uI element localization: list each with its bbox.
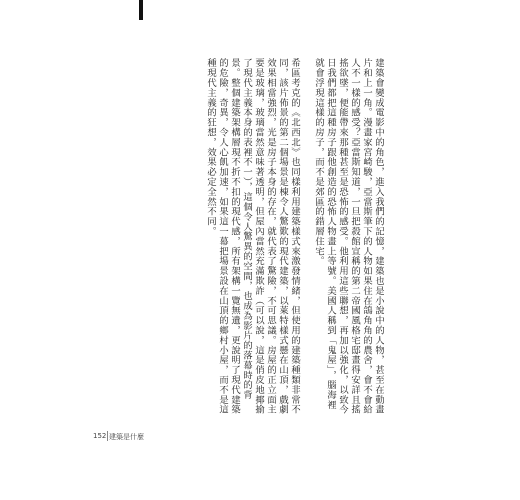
running-title: 建築是什麼 [109, 433, 144, 441]
paragraph-1: 建築會變成電影中的角色，進入我們的記憶，建築也是小說中的人物，甚至在動畫片和上一角。漫畫家宮崎駿，亞當斯筆下的人物如果住在鴿角角的農舍，會不會給人不一樣的感受？亞當斯知道，一旦把殺館宣稱的第二帝國風格宅邸畫得安詳且搖搖欲墜，便能帶來那種甚至是恐怖的感受。他利用這些聯想，再加以強化，以致今日我們都把這種房子跟他創造的恐怖人物畫上等號。美國人稱到「鬼屋」，腦海裡就會浮現這樣的房子，而不是郊區的錯層住宅。 [313, 58, 384, 415]
page-number: 152 [93, 432, 107, 440]
vertical-text-block [169, 58, 384, 416]
footer-divider [107, 431, 108, 441]
paragraph-2: 希區考克的《北西北》也同樣利用建築樣式來激發情緒，但使用的建築種類非常不同，該片佈景的第二個場景是棟令人驚歎的現代建築，以萊特樣式懸在山頂，戲劇效果相當強烈，光是房子本身的存在，就代表了驚險，不可思議。房屋的正立面主要是玻璃，玻璃當然意味著透明，但屋內當然充滿欺詐（可以說，這是俏皮地揶揄了現代主義本身的表裡不一），這個令人驚異的空間，也成為影片的落幕時的背景。整個建築架構層現不折不扣的現代感，所有架構一覽無遺，更說明了現代建築的危險，奇異，令人心飢加速，如果這一幕把場景設在山頂的鄉村小屋，而不是這種現代主義的狂想，效果必定全然不同。 [205, 58, 300, 415]
header-bar [139, 0, 143, 20]
